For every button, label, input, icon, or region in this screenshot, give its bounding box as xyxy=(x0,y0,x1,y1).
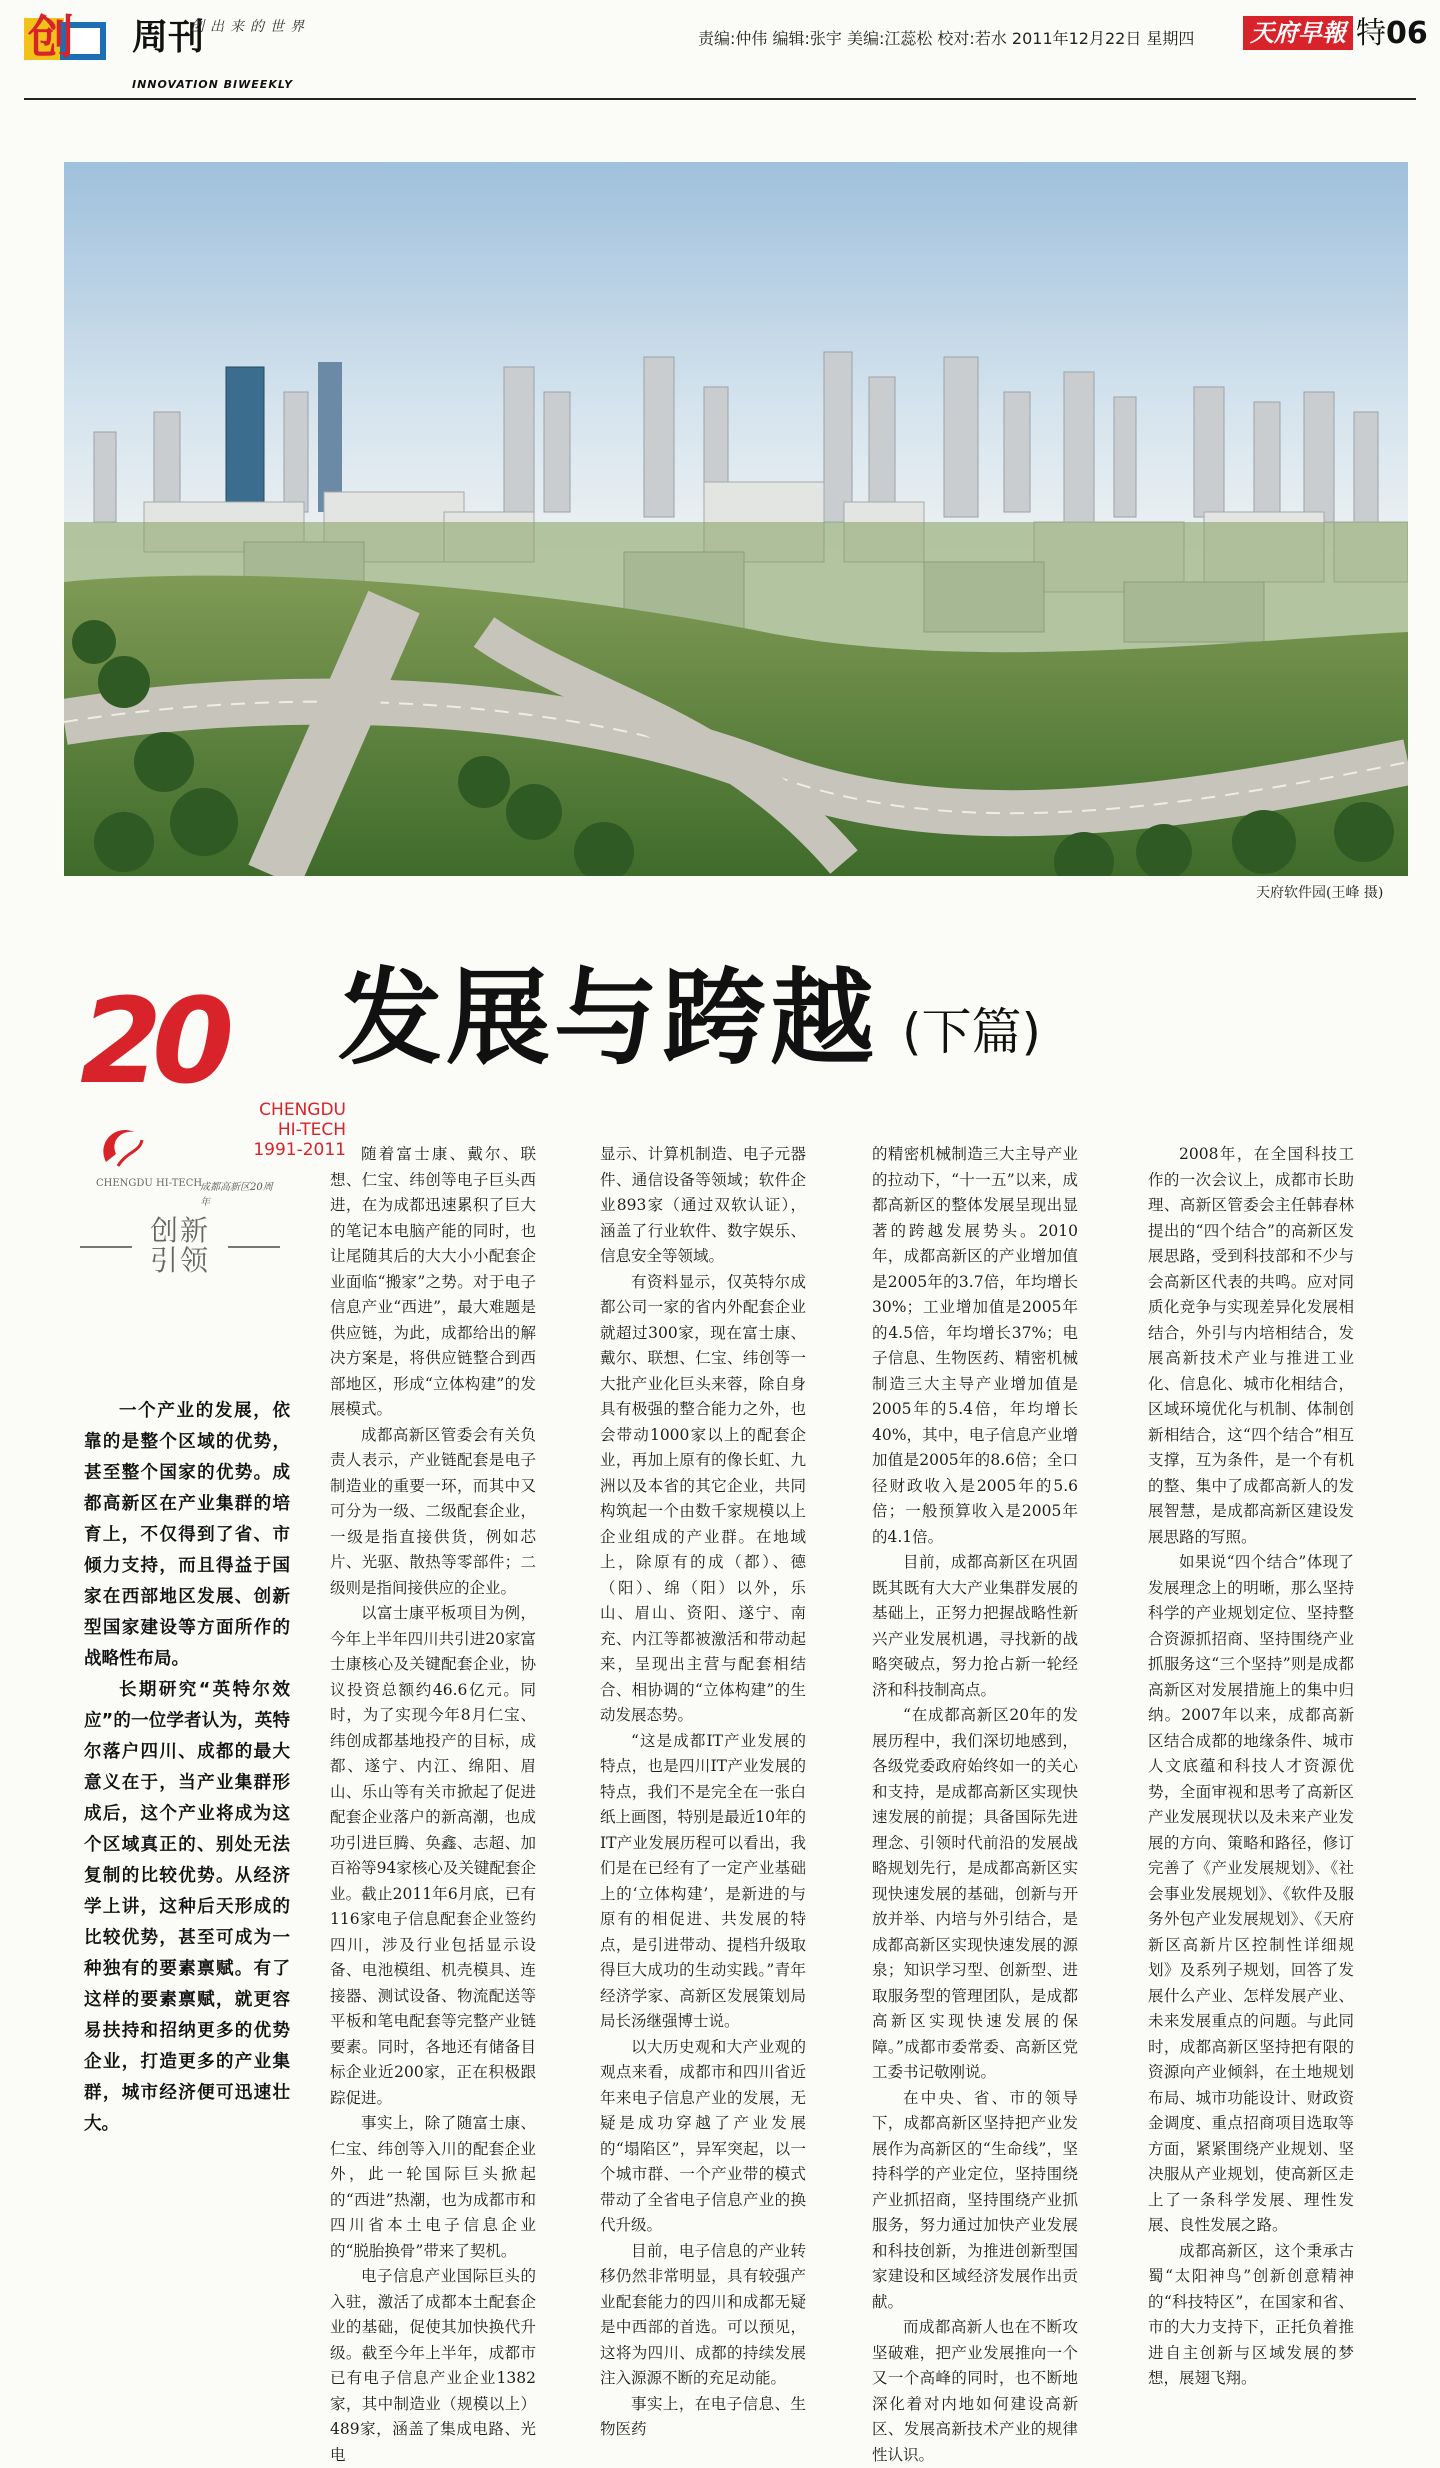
body-paragraph: 显示、计算机制造、电子元器件、通信设备等领域；软件企业893家（通过双软认证），涵盖了行业软件、数字娱乐、信息安全等领域。 xyxy=(600,1145,806,1265)
lede-paragraph: 长期研究“英特尔效应”的一位学者认为，英特尔落户四川、成都的最大意义在于，当产业集群形成后，这个产业将成为这个区域真正的、别处无法复制的比较优势。从经济学上讲，这种后天形成的比较优势，甚至可成为一种独有的要素禀赋。有了这样的要素禀赋，就更容易扶持和招纳更多的优势企业，打造更多的产业集群，城市经济便可迅速壮大。 xyxy=(84,1680,290,2134)
page-number xyxy=(1356,16,1428,52)
article-lede xyxy=(84,1396,290,2140)
body-paragraph: 目前，电子信息的产业转移仍然非常明显，具有较强产业配套能力的四川和成都无疑是中西部的首选。可以预见，这将为四川、成都的持续发展注入源源不断的充足动能。 xyxy=(600,2241,806,2387)
motto xyxy=(80,1216,280,1276)
header-rule xyxy=(24,98,1416,100)
body-column-3 xyxy=(872,1142,1078,2468)
body-paragraph: 随着富士康、戴尔、联想、仁宝、纬创等电子巨头西进，在为成都迅速累积了巨大的笔记本电脑产能的同时，也让尾随其后的大大小小配套企业面临“搬家”之势。对于电子信息产业“西进”，最大难题是供应链，为此，成都给出的解决方案是，将供应链整合到西部地区，形成“立体构建”的发展模式。 xyxy=(330,1145,536,1418)
lede-paragraph: 一个产业的发展，依靠的是整个区域的优势，甚至整个国家的优势。成都高新区在产业集群的培育上，不仅得到了省、市倾力支持，而且得益于国家在西部地区发展、创新型国家建设等方面所作的战略性布局。 xyxy=(84,1401,290,1669)
editor-credits: 责编:仲伟 编辑:张宇 美编:江蕊松 校对:若水 2011年12月22日 星期四 xyxy=(698,29,1195,48)
body-paragraph: 成都高新区，这个秉承古蜀“太阳神鸟”创新创意精神的“科技特区”，在国家和省、市的大力支持下，正托负着推进自主创新与区域发展的梦想，展翅飞翔。 xyxy=(1148,2241,1354,2387)
body-paragraph: 的精密机械制造三大主导产业的拉动下，“十一五”以来，成都高新区的整体发展呈现出显著的跨越发展势头。2010年，成都高新区的产业增加值是2005年的3.7倍，年均增长30%；工业增加值是2005年的4.5倍，年均增长37%；电子信息、生物医药、精密机械制造三大主导产业增加值是2005年的5.4倍，年均增长40%，其中，电子信息产业增加值是2005年的8.6倍；全口径财政收入是2005年的5.6倍；一般预算收入是2005年的4.1倍。 xyxy=(872,1145,1078,1546)
badge-sub-left: CHENGDU HI-TECH xyxy=(96,1178,203,1189)
badge-text xyxy=(170,1100,346,1160)
paper-name-badge: 天府早報 xyxy=(1243,16,1353,50)
body-paragraph: 在中央、省、市的领导下，成都高新区坚持把产业发展作为高新区的“生命线”，坚持科学的产业定位，坚持围绕产业抓招商，坚持围绕产业抓服务，努力通过加快产业发展和科技创新，为推进创新型国家建设和区域经济发展作出贡献。 xyxy=(872,2088,1078,2311)
brand-title: 周刊 xyxy=(132,17,205,58)
masthead xyxy=(0,0,1440,70)
badge-line2: HI-TECH xyxy=(277,1120,346,1140)
page-no: 06 xyxy=(1386,16,1428,51)
sunbird-swirl-icon xyxy=(96,1122,146,1172)
badge-number: 20 xyxy=(80,972,225,1110)
body-paragraph: 以大历史观和大产业观的观点来看，成都市和四川省近年来电子信息产业的发展，无疑是成功穿越了产业发展的“塌陷区”，异军突起，以一个城市群、一个产业带的模式带动了全省电子信息产业的换代升级。 xyxy=(600,2037,806,2234)
body-paragraph: 如果说“四个结合”体现了发展理念上的明晰，那么坚持科学的产业规划定位、坚持整合资源抓招商、坚持围绕产业抓服务这“三个坚持”则是成都高新区对发展措施上的集中归纳。2007年以来，成都高新区结合成都的地缘条件、城市人文底蕴和科技人才资源优势，全面审视和思考了高新区产业发展现状以及未来产业发展的方向、策略和路径，修订完善了《产业发展规划》、《社会事业发展规划》、《软件及服务外包产业发展规划》、《天府新区高新片区控制性详细规划》及系列子规划，回答了发展什么产业、怎样发展产业、未来发展重点的问题。与此同时，成都高新区坚持把有限的资源向产业倾斜，在土地规划布局、城市功能设计、财政资金调度、重点招商项目选取等方面，紧紧围绕产业规划、坚决服从产业规划，使高新区走上了一条科学发展、理性发展、良性发展之路。 xyxy=(1148,1553,1354,2234)
photo-caption: 天府软件园(王峰 摄) xyxy=(1256,885,1384,901)
body-column-2 xyxy=(600,1142,806,2443)
motto-line1: 创新 xyxy=(149,1214,210,1247)
newspaper-logo xyxy=(24,10,124,64)
body-paragraph: 以富士康平板项目为例，今年上半年四川共引进20家富士康核心及关键配套企业，协议投资总额约46.6亿元。同时，为了实现今年8月仁宝、纬创成都基地投产的目标，成都、遂宁、内江、绵阳、眉山、乐山等有关市掀起了促进配套企业落户的新高潮，也成功引进巨腾、奂鑫、志超、加百裕等94家核心及关键配套企业。截止2011年6月底，已有116家电子信息配套企业签约四川，涉及行业包括显示设备、电池模组、机壳模具、连接器、测试设备、物流配送等平板和笔电配套等完整产业链要素。同时，各地还有储备目标企业近200家，正在积极跟踪促进。 xyxy=(330,1604,536,2107)
body-paragraph: 目前，成都高新区在巩固既其既有大大产业集群发展的基础上，正努力把握战略性新兴产业发展机遇，寻找新的战略突破点，努力抢占新一轮经济和科技制高点。 xyxy=(872,1553,1078,1699)
logo-char: 创 xyxy=(28,10,74,64)
brand-slogan: 创出来的世界 xyxy=(190,19,310,35)
body-paragraph: 电子信息产业国际巨头的入驻，激活了成都本土配套企业的基础，促使其加快换代升级。截至今年上半年，成都市已有电子信息产业企业1382家，其中制造业（规模以上）489家，涵盖了集成电路、光电 xyxy=(330,2267,536,2464)
article-subtitle: (下篇) xyxy=(902,1003,1042,1061)
anniversary-badge xyxy=(80,972,346,1222)
motto-line2: 引领 xyxy=(149,1244,210,1277)
body-paragraph: 而成都高新人也在不断攻坚破难，把产业发展推向一个又一个高峰的同时，也不断地深化着对内地如何建设高新区、发展高新技术产业的规律性认识。 xyxy=(872,2318,1078,2464)
body-column-4 xyxy=(1148,1142,1354,2392)
brand-english: INNOVATION BIWEEKLY xyxy=(132,78,294,91)
body-paragraph: 有资料显示，仅英特尔成都公司一家的省内外配套企业就超过300家，现在富士康、戴尔、联想、仁宝、纬创等一大批产业化巨头来蓉，除自身具有极强的整合能力之外，也会带动1000家以上的配套企业，再加上原有的像长虹、九洲以及本省的其它企业，共同构筑起一个由数千家规模以上企业组成的产业群。在地域上，除原有的成（都）、德（阳）、绵（阳）以外，乐山、眉山、资阳、遂宁、南充、内江等都被激活和带动起来，呈现出主营与配套相结合、相协调的“立体构建”的生动发展态势。 xyxy=(600,1272,806,1724)
body-column-1 xyxy=(330,1142,536,2468)
badge-line3: 1991-2011 xyxy=(253,1140,346,1160)
article-headline: 发展与跨越 xyxy=(338,957,879,1079)
body-paragraph: “在成都高新区20年的发展历程中，我们深切地感到，各级党委政府始终如一的关心和支持，是成都高新区实现快速发展的前提；具备国际先进理念、引领时代前沿的发展战略规划先行，是成都高新区实现快速发展的基础，创新与开放并举、内培与外引结合，是成都高新区实现快速发展的源泉；知识学习型、创新型、进取服务型的管理团队，是成都高新区实现快速发展的保障。”成都市委常委、高新区党工委书记敬刚说。 xyxy=(872,1706,1078,2081)
badge-line1: CHENGDU xyxy=(259,1100,346,1120)
badge-sub-right: 成都高新区20周年 xyxy=(200,1182,273,1208)
body-paragraph: 成都高新区管委会有关负责人表示，产业链配套是电子制造业的重要一环，而其中又可分为一级、二级配套企业，一级是指直接供货，例如芯片、光驱、散热等零部件；二级则是指间接供应的企业。 xyxy=(330,1425,536,1597)
body-paragraph: “这是成都IT产业发展的特点，也是四川IT产业发展的特点，我们不是完全在一张白纸上画图，特别是最近10年的IT产业发展历程可以看出，我们是在已经有了一定产业基础上的‘立体构建’，是新进的与原有的相促进、共发展的特点，是引进带动、提档升级取得巨大成功的生动实践。”青年经济学家、高新区发展策划局局长汤继强博士说。 xyxy=(600,1731,806,2030)
aerial-city-photo xyxy=(64,162,1408,876)
body-paragraph: 事实上，除了随富士康、仁宝、纬创等入川的配套企业外，此一轮国际巨头掀起的“西进”热潮，也为成都市和四川省本土电子信息企业的“脱胎换骨”带来了契机。 xyxy=(330,2114,536,2260)
body-paragraph: 事实上，在电子信息、生物医药 xyxy=(600,2394,806,2438)
motto-rule-left xyxy=(80,1246,132,1248)
section-prefix: 特 xyxy=(1356,16,1386,51)
body-paragraph: 2008年，在全国科技工作的一次会议上，成都市长助理、高新区管委会主任韩春林提出的“四个结合”的高新区发展思路，受到科技部和不少与会高新区代表的共鸣。应对同质化竞争与实现差异化发展相结合，外引与内培相结合，发展高新技术产业与推进工业化、信息化、城市化相结合，区域环境优化与机制、体制创新相结合，这“四个结合”相互支撑，互为条件，是一个有机的整、集中了成都高新人的发展智慧，是成都高新区建设发展思路的写照。 xyxy=(1148,1145,1354,1546)
motto-rule-right xyxy=(228,1246,280,1248)
